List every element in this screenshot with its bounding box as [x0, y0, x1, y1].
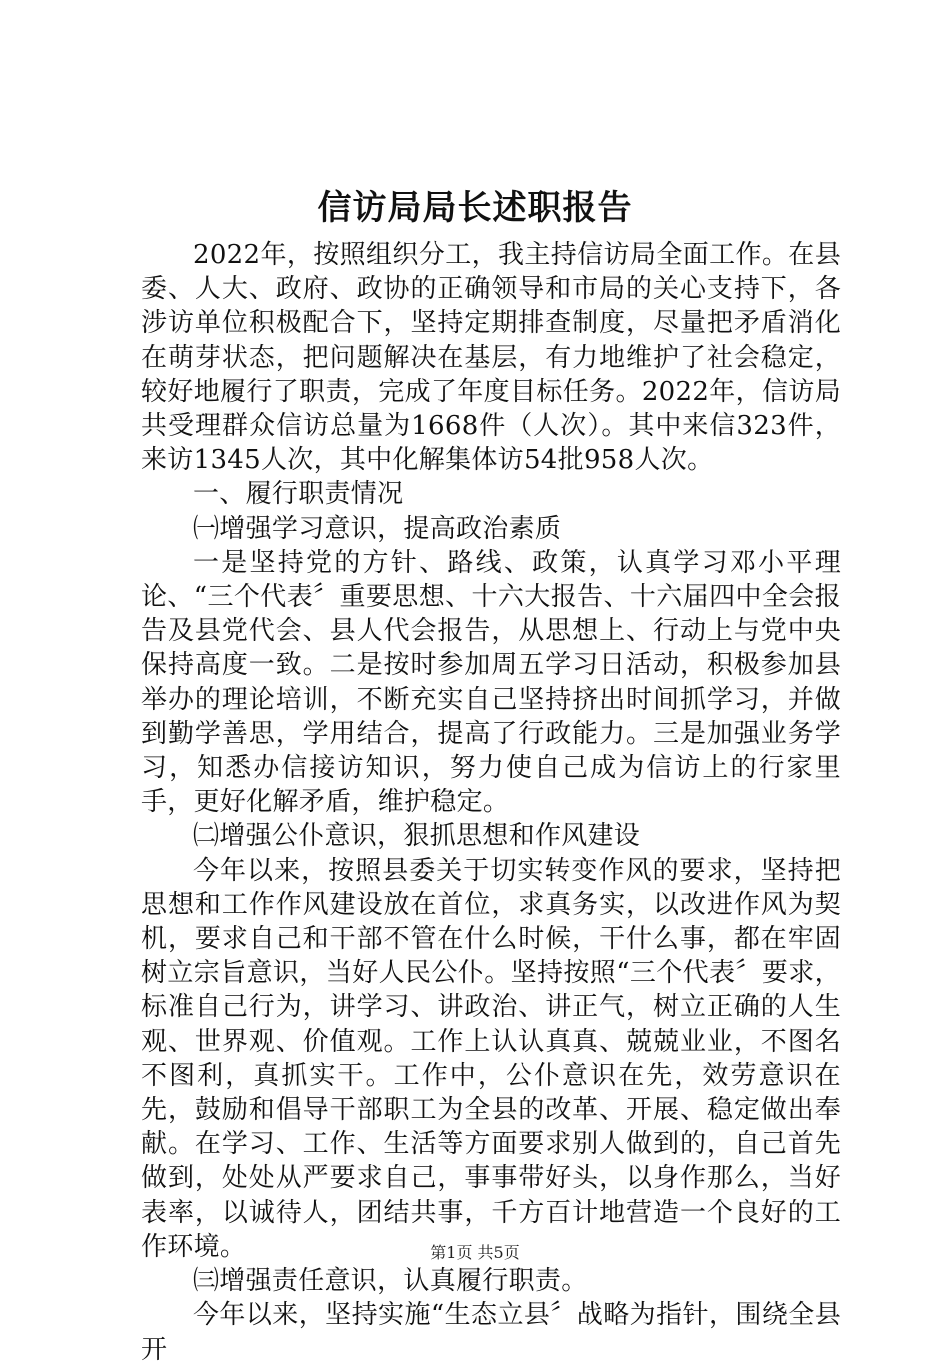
section-heading-duties: 一、履行职责情况: [193, 479, 404, 510]
document-body: [141, 238, 841, 1367]
responsibility-paragraph: 今年以来，坚持实施“生态立县〞战略为指针，围绕全县开: [141, 1300, 841, 1365]
servant-paragraph: 今年以来，按照县委关于切实转变作风的要求，坚持把思想和工作作风建设放在首位，求真务实，以改进作风为契机，要求自己和干部不管在什么时候，干什么事，都在牢固树立宗旨意识，当好人民公仆。坚持按照“三个代表〞要求，标准自己行为，讲学习、讲政治、讲正气，树立正确的人生观、世界观、价值观。工作上认认真真、兢兢业业，不图名不图利，真抓实干。工作中，公仆意识在先，效劳意识在先，鼓励和倡导干部职工为全县的改革、开展、稳定做出奉献。在学习、工作、生活等方面要求别人做到的，自己首先做到，处处从严要求自己，事事带好头，以身作那么，当好表率，以诚待人，团结共事，千方百计地营造一个良好的工作环境。: [141, 855, 841, 1262]
subsection-heading-study: ㈠增强学习意识，提高政治素质: [193, 513, 562, 544]
study-paragraph: 一是坚持党的方针、路线、政策，认真学习邓小平理论、“三个代表〞重要思想、十六大报告、十六届四中全会报告及县党代会、县人代会报告，从思想上、行动上与党中央保持高度一致。二是按时参加周五学习日活动，积极参加县举办的理论培训，不断充实自己坚持挤出时间抓学习，并做到勤学善思，学用结合，提高了行政能力。三是加强业务学习，知悉办信接访知识，努力使自己成为信访上的行家里手，更好化解矛盾，维护稳定。: [141, 547, 841, 818]
subsection-heading-servant: ㈡增强公仆意识，狠抓思想和作风建设: [193, 821, 641, 852]
subsection-heading-responsibility: ㈢增强责任意识，认真履行职责。: [193, 1266, 588, 1297]
document-title: 信访局局长述职报告: [317, 188, 633, 228]
page-footer: 第1页 共5页: [430, 1243, 520, 1262]
intro-paragraph: 2022年，按照组织分工，我主持信访局全面工作。在县委、人大、政府、政协的正确领导和市局的关心支持下，各涉访单位积极配合下，坚持定期排查制度，尽量把矛盾消化在萌芽状态，把问题解决在基层，有力地维护了社会稳定，较好地履行了职责，完成了年度目标任务。2022年，信访局共受理群众信访总量为1668件（人次）。其中来信323件，来访1345人次，其中化解集体访54批958人次。: [141, 240, 841, 476]
